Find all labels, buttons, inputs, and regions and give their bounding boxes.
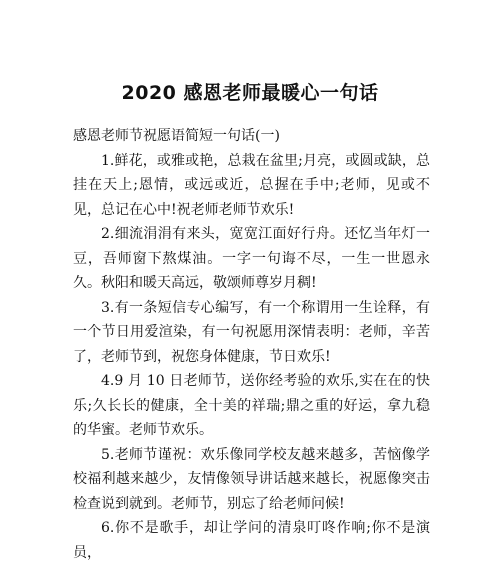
document-body	[73, 124, 430, 565]
paragraph-6: 6.你不是歌手，却让学问的清泉叮咚作响;你不是演员，	[73, 520, 430, 561]
section-subheading: 感恩老师节祝愿语简短一句话(一)	[73, 128, 280, 144]
paragraph-3: 3.有一条短信专心编写，有一个称谓用一生诠释，有一个节日用爱渲染，有一句祝愿用深情表明：老师，辛苦了，老师节到，祝您身体健康，节日欢乐!	[73, 299, 430, 365]
paragraph-2: 2.细流涓涓有来头，宽宽江面好行舟。还忆当年灯一豆，吾师窗下熬煤油。一字一句诲不尽，一生一世恩永久。秋阳和暖天高远，敬颂师尊岁月稠!	[73, 226, 430, 291]
paragraph-1: 1.鲜花，或雅或艳，总栽在盆里;月亮，或圆或缺，总挂在天上;恩情，或远或近，总握在手中;老师，见或不见，总记在心中!祝老师老师节欢乐!	[73, 152, 430, 218]
page-title: 2020 感恩老师最暖心一句话	[121, 82, 379, 104]
paragraph-4: 4.9 月 10 日老师节，送你经考验的欢乐,实在在的快乐;久长长的健康，全十美的祥瑞;鼎之重的好运，拿九稳的华蜜。老师节欢乐。	[73, 373, 430, 438]
paragraph-5: 5.老师节谨祝：欢乐像同学校友越来越多，苦恼像学校福利越来越少，友情像领导讲话越来越长，祝愿像突击检查说到就到。老师节，别忘了给老师问候!	[73, 446, 430, 512]
